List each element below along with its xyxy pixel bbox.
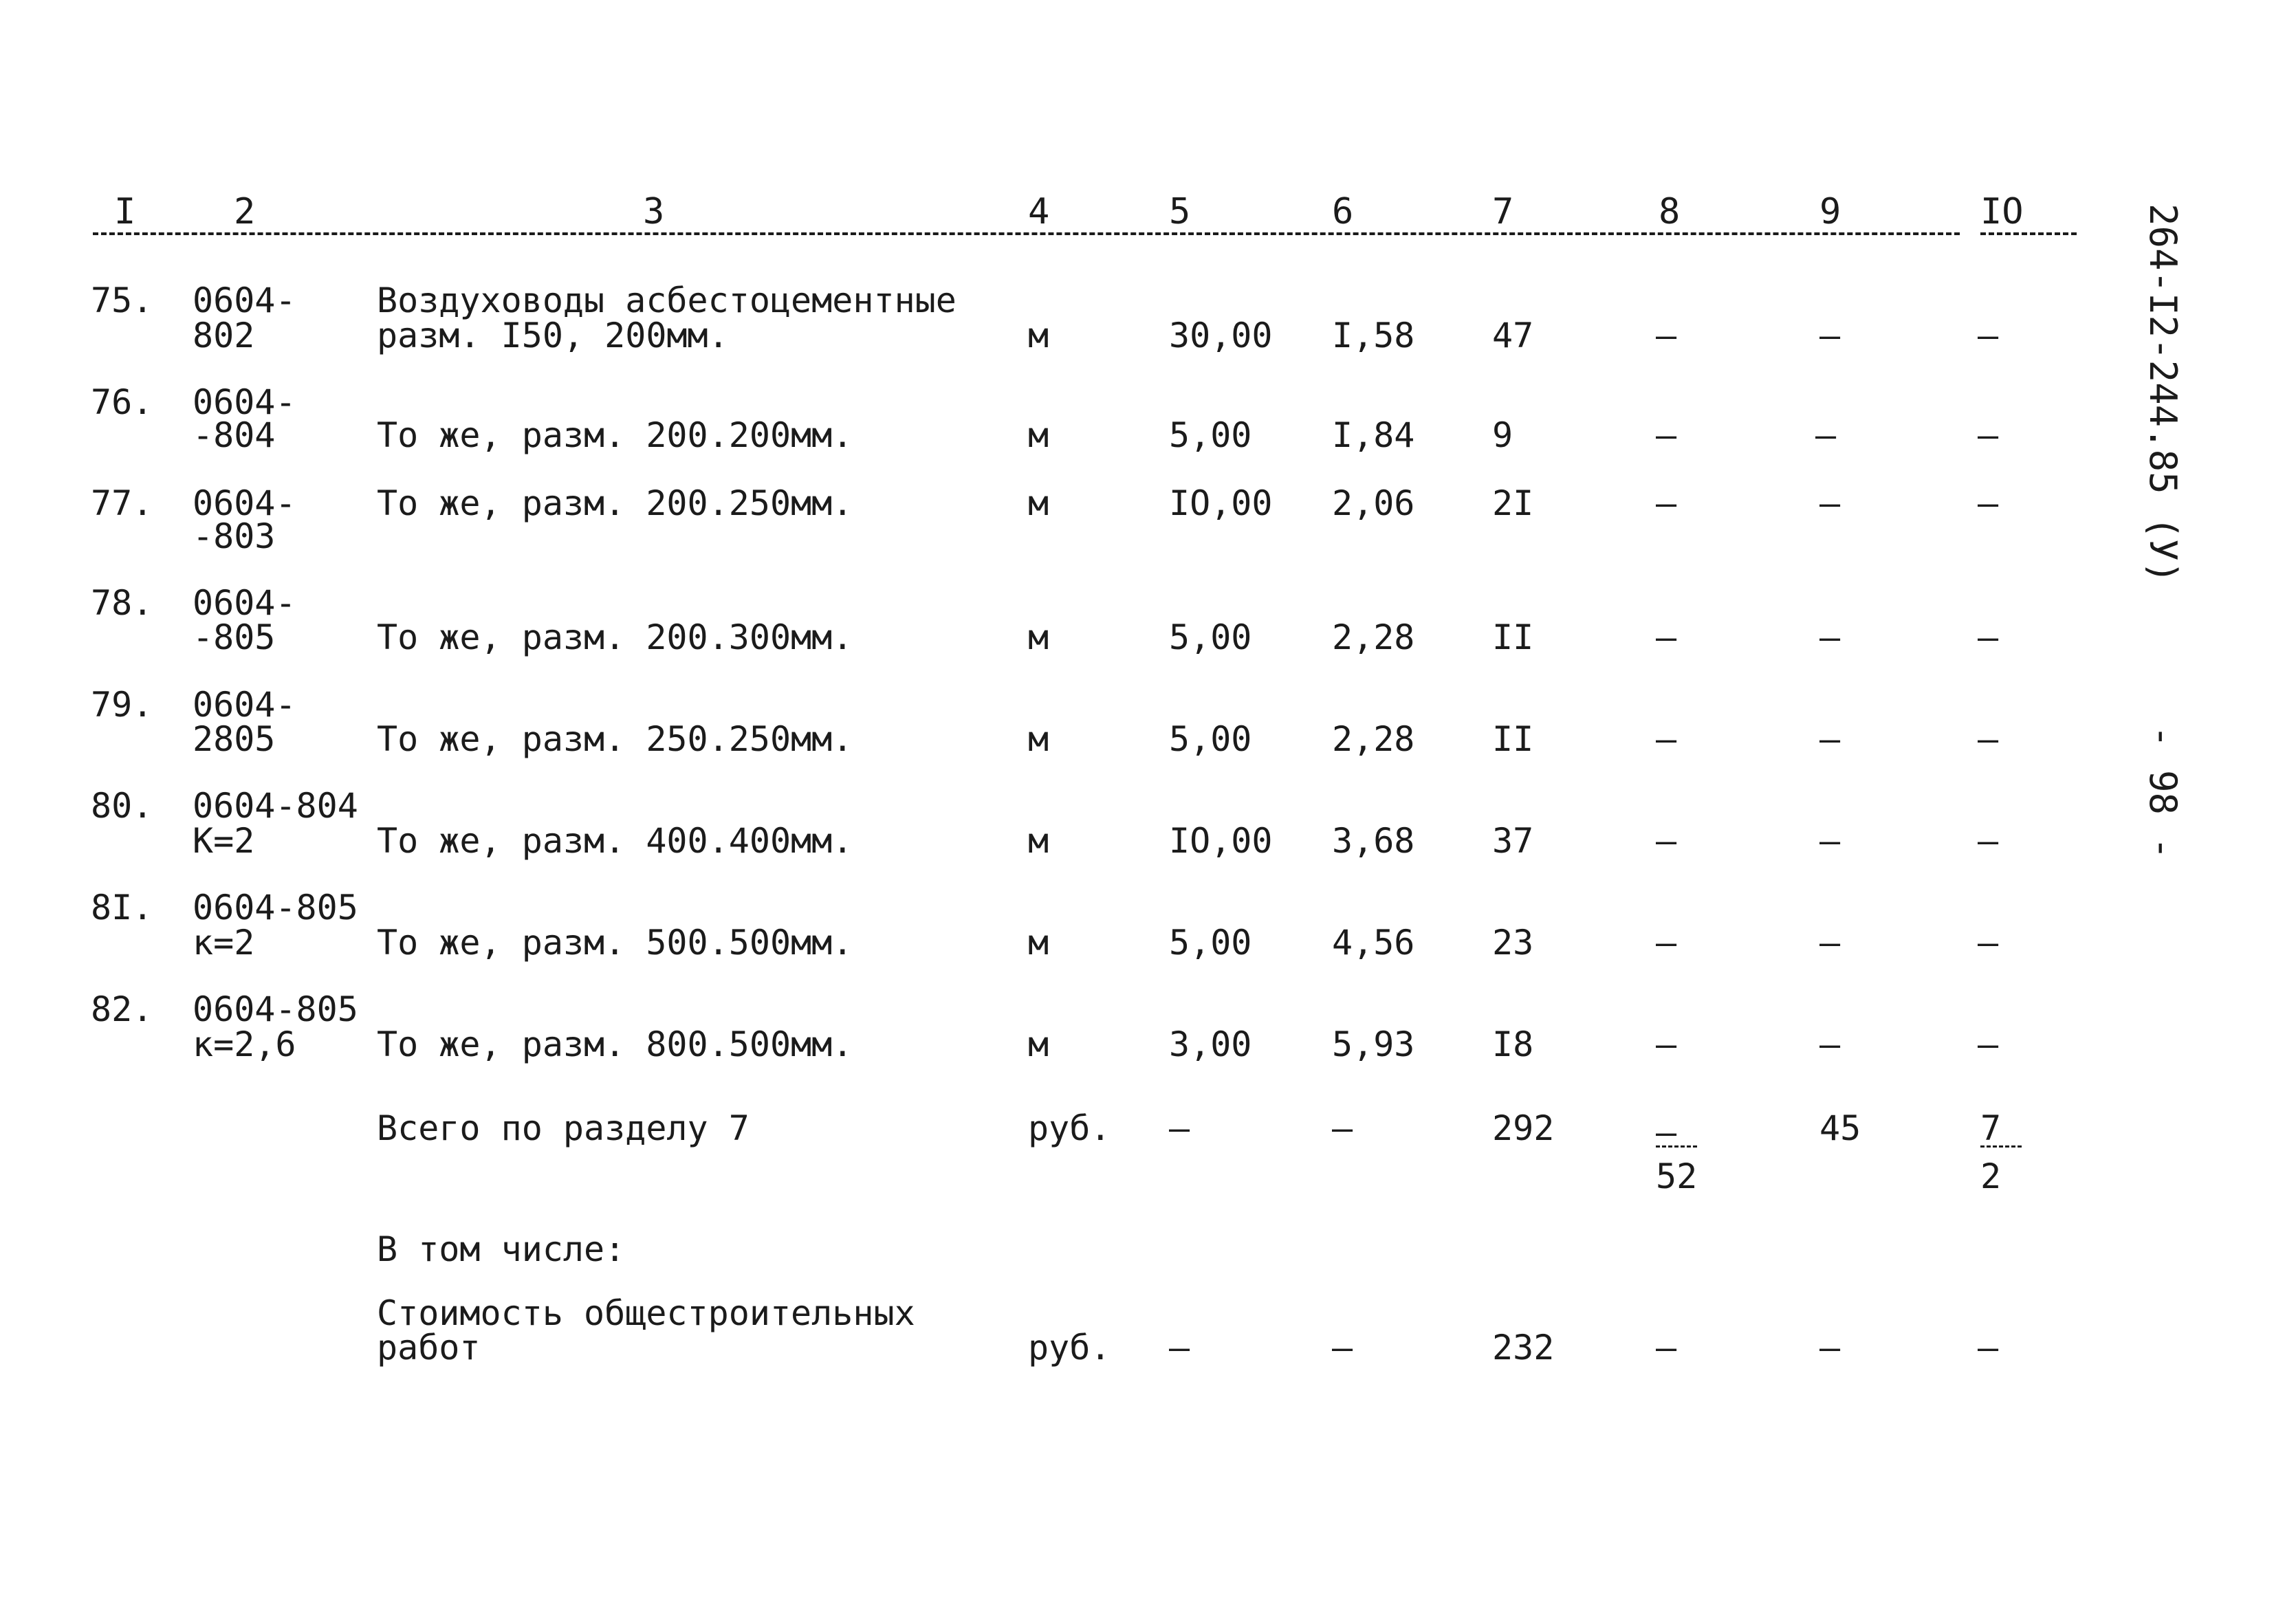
- general-unit: руб.: [1028, 1328, 1111, 1368]
- total-quantity: –: [1169, 1108, 1190, 1148]
- document-code: 264-I2-244.85 (У): [2141, 204, 2185, 584]
- row-unit: м: [1028, 316, 1049, 355]
- header-col-9: 9: [1819, 191, 1841, 232]
- row-col-10: –: [1978, 415, 1999, 455]
- row-col-10: –: [1978, 316, 1999, 355]
- total-col-10-denominator: 2: [1980, 1156, 2002, 1196]
- row-quantity: IO,00: [1169, 483, 1273, 523]
- header-col-7: 7: [1492, 191, 1514, 232]
- row-total: 47: [1492, 316, 1534, 355]
- row-unit-price: I,84: [1332, 415, 1415, 455]
- total-col-8-numerator: –: [1656, 1112, 1677, 1152]
- general-col-10: –: [1978, 1328, 1999, 1368]
- row-code-line2: К=2: [193, 821, 255, 861]
- row-total: 9: [1492, 415, 1513, 455]
- row-unit-price: 5,93: [1332, 1024, 1415, 1064]
- row-name-line1: То же, разм. 200.200мм.: [377, 415, 853, 455]
- row-unit: м: [1028, 923, 1049, 963]
- general-label-line1: Стоимость общестроительных: [377, 1293, 915, 1333]
- row-quantity: 5,00: [1169, 617, 1252, 657]
- row-unit-price: I,58: [1332, 316, 1415, 355]
- header-col-5: 5: [1169, 191, 1191, 232]
- total-sum: 292: [1492, 1108, 1555, 1148]
- header-rule-col10: [1980, 232, 2077, 235]
- row-col-8: –: [1656, 617, 1677, 657]
- total-unit-price: –: [1332, 1108, 1353, 1148]
- row-code-line1: 0604-: [193, 281, 296, 320]
- total-col-8-fraction-bar: [1656, 1145, 1697, 1148]
- total-col-10-fraction-bar: [1980, 1145, 2022, 1148]
- header-col-8: 8: [1659, 191, 1681, 232]
- row-unit-price: 3,68: [1332, 821, 1415, 861]
- row-col-8: –: [1656, 415, 1677, 455]
- row-code-line2: -804: [193, 415, 276, 455]
- header-col-4: 4: [1028, 191, 1050, 232]
- row-name-line1: Воздуховоды асбестоцементные: [377, 281, 956, 320]
- row-unit: м: [1028, 719, 1049, 759]
- row-number: 75.: [91, 281, 153, 320]
- row-unit-price: 2,28: [1332, 719, 1415, 759]
- row-col-10: –: [1978, 719, 1999, 759]
- row-number: 77.: [91, 483, 153, 523]
- row-name-line1: То же, разм. 200.250мм.: [377, 483, 853, 523]
- row-col-8: –: [1656, 821, 1677, 861]
- general-label-line2: работ: [377, 1328, 481, 1368]
- row-name-line1: То же, разм. 250.250мм.: [377, 719, 853, 759]
- row-unit: м: [1028, 483, 1049, 523]
- row-name-line1: То же, разм. 500.500мм.: [377, 923, 853, 963]
- row-col-10: –: [1978, 1024, 1999, 1064]
- total-label: Всего по разделу 7: [377, 1108, 750, 1148]
- row-total: II: [1492, 617, 1534, 657]
- row-col-8: –: [1656, 316, 1677, 355]
- row-code-line2: к=2,6: [193, 1024, 296, 1064]
- page-number: - 98 -: [2141, 725, 2185, 860]
- header-col-3: 3: [643, 191, 665, 232]
- row-code-line1: 0604-804: [193, 786, 358, 826]
- row-code-line2: 2805: [193, 719, 276, 759]
- row-unit-price: 2,06: [1332, 483, 1415, 523]
- general-quantity: –: [1169, 1328, 1190, 1368]
- row-quantity: 30,00: [1169, 316, 1273, 355]
- row-number: 76.: [91, 382, 153, 422]
- row-code-line1: 0604-805: [193, 989, 358, 1029]
- row-code-line1: 0604-: [193, 483, 296, 523]
- row-unit-price: 4,56: [1332, 923, 1415, 963]
- row-name-line1: То же, разм. 200.300мм.: [377, 617, 853, 657]
- row-col-9: –: [1819, 923, 1841, 963]
- total-unit: руб.: [1028, 1108, 1111, 1148]
- row-col-9: —: [1815, 415, 1837, 455]
- header-col-2: 2: [234, 191, 256, 232]
- row-unit: м: [1028, 617, 1049, 657]
- row-total: 2I: [1492, 483, 1534, 523]
- row-col-9: –: [1819, 483, 1841, 523]
- row-number: 78.: [91, 583, 153, 623]
- row-col-9: –: [1819, 1024, 1841, 1064]
- row-code-line1: 0604-: [193, 382, 296, 422]
- general-col-9: –: [1819, 1328, 1841, 1368]
- row-col-8: –: [1656, 923, 1677, 963]
- row-quantity: IO,00: [1169, 821, 1273, 861]
- header-col-1: I: [114, 191, 136, 232]
- row-col-9: –: [1819, 617, 1841, 657]
- row-col-9: –: [1819, 719, 1841, 759]
- row-unit-price: 2,28: [1332, 617, 1415, 657]
- row-number: 80.: [91, 786, 153, 826]
- total-col-10-numerator: 7: [1980, 1108, 2002, 1148]
- header-col-6: 6: [1332, 191, 1354, 232]
- row-quantity: 5,00: [1169, 415, 1252, 455]
- row-code-line2: к=2: [193, 923, 255, 963]
- row-code-line1: 0604-: [193, 583, 296, 623]
- row-unit: м: [1028, 821, 1049, 861]
- row-total: 23: [1492, 923, 1534, 963]
- including-label: В том числе:: [377, 1229, 626, 1269]
- row-number: 79.: [91, 685, 153, 725]
- general-unit-price: –: [1332, 1328, 1353, 1368]
- row-col-8: –: [1656, 1024, 1677, 1064]
- row-col-9: –: [1819, 821, 1841, 861]
- row-number: 82.: [91, 989, 153, 1029]
- row-quantity: 5,00: [1169, 923, 1252, 963]
- row-total: II: [1492, 719, 1534, 759]
- row-col-10: –: [1978, 483, 1999, 523]
- row-code-line2: -803: [193, 516, 276, 556]
- row-quantity: 5,00: [1169, 719, 1252, 759]
- row-code-line2: -805: [193, 617, 276, 657]
- row-name-line2: разм. I50, 200мм.: [377, 316, 729, 355]
- row-col-10: –: [1978, 821, 1999, 861]
- row-unit: м: [1028, 1024, 1049, 1064]
- row-col-8: –: [1656, 483, 1677, 523]
- total-col-8-denominator: 52: [1656, 1156, 1698, 1196]
- row-col-10: –: [1978, 923, 1999, 963]
- row-col-9: –: [1819, 316, 1841, 355]
- row-code-line1: 0604-805: [193, 888, 358, 928]
- row-name-line1: То же, разм. 400.400мм.: [377, 821, 853, 861]
- general-total: 232: [1492, 1328, 1555, 1368]
- row-code-line1: 0604-: [193, 685, 296, 725]
- row-number: 8I.: [91, 888, 153, 928]
- row-total: 37: [1492, 821, 1534, 861]
- row-name-line1: То же, разм. 800.500мм.: [377, 1024, 853, 1064]
- row-code-line2: 802: [193, 316, 255, 355]
- row-quantity: 3,00: [1169, 1024, 1252, 1064]
- header-rule: [93, 232, 1960, 235]
- row-col-10: –: [1978, 617, 1999, 657]
- row-total: I8: [1492, 1024, 1534, 1064]
- total-col-9: 45: [1819, 1108, 1861, 1148]
- general-col-8: –: [1656, 1328, 1677, 1368]
- header-col-10: IO: [1980, 191, 2024, 232]
- row-unit: м: [1028, 415, 1049, 455]
- row-col-8: –: [1656, 719, 1677, 759]
